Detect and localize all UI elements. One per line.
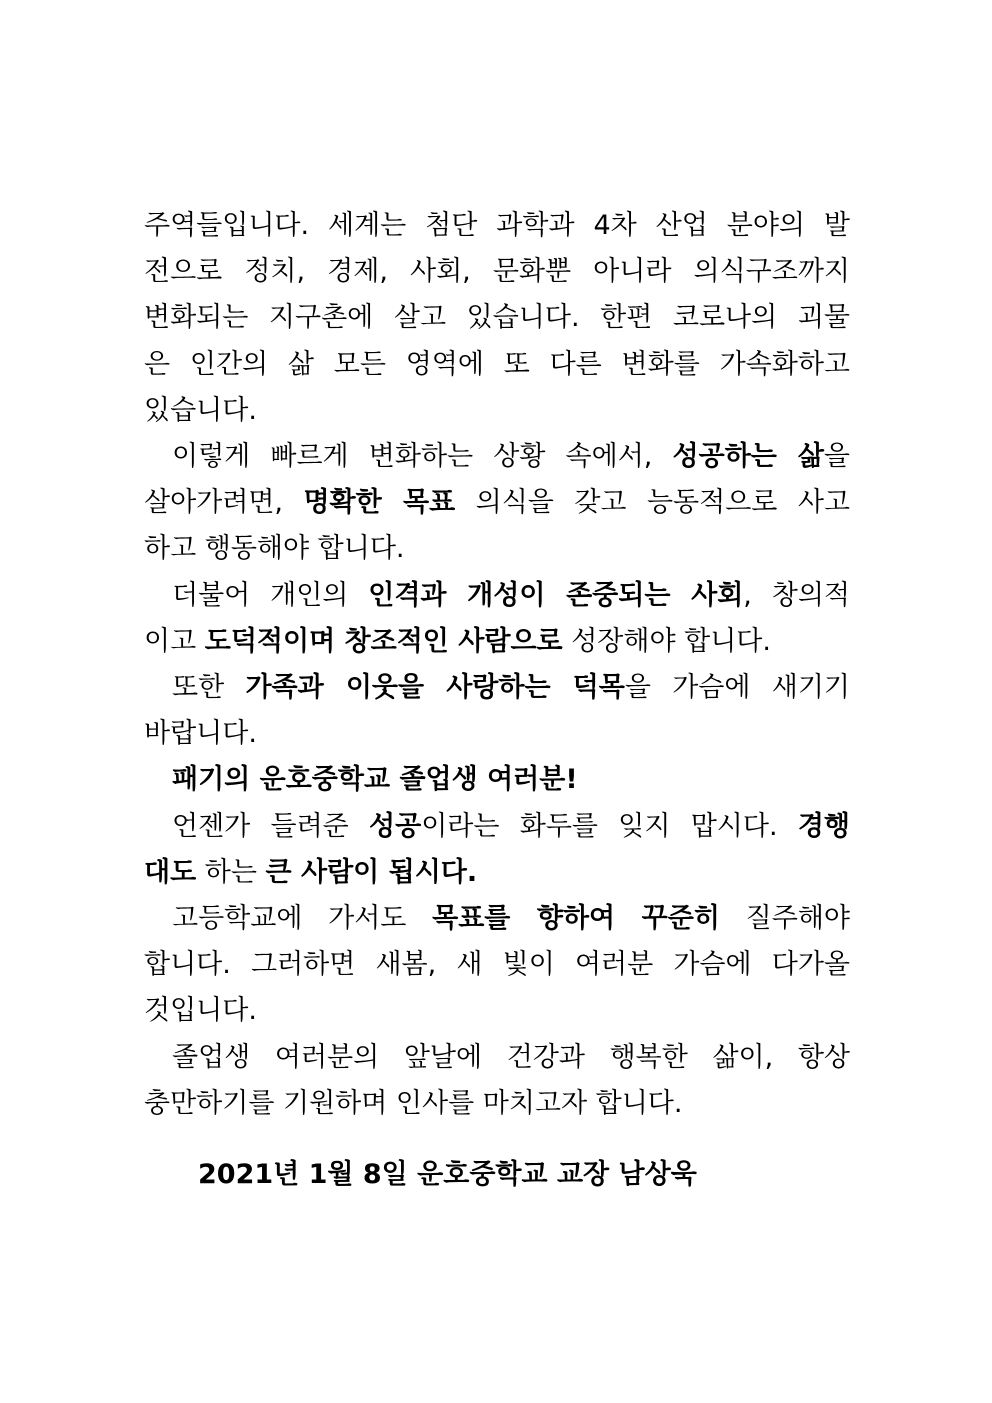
body-text: 이고 xyxy=(144,625,205,657)
body-text: 있습니다. xyxy=(144,394,257,426)
body-text: 더불어 개인의 xyxy=(172,579,369,611)
emphasis-text: 패기의 운호중학교 졸업생 여러분! xyxy=(172,764,578,796)
p8-line-1 xyxy=(144,1035,850,1081)
body-text: 고등학교에 가서도 xyxy=(172,903,433,934)
body-text: 졸업생 여러분의 앞날에 건강과 행복한 삶이, 항상 xyxy=(172,1041,850,1073)
body-text: 하는 xyxy=(196,856,266,888)
body-text: 을 가슴에 새기기 xyxy=(624,672,850,703)
body-text: 언젠가 들려준 xyxy=(172,810,370,842)
p2-line-3 xyxy=(144,526,850,572)
emphasis-text: 가족과 이웃을 사랑하는 덕목 xyxy=(245,672,625,703)
p1-line-2 xyxy=(144,249,850,295)
p6-line-1 xyxy=(144,804,850,850)
p1-line-3 xyxy=(144,295,850,341)
body-text: 또한 xyxy=(172,672,246,703)
body-text: 충만하기를 기원하며 인사를 마치고자 합니다. xyxy=(144,1087,683,1119)
p2-line-2 xyxy=(144,480,850,526)
emphasis-text: 경행 xyxy=(797,810,850,842)
body-text: 살아가려면, xyxy=(144,487,304,519)
p8-line-2 xyxy=(144,1081,850,1127)
body-text: 을 xyxy=(823,441,850,472)
body-text: 의식을 갖고 능동적으로 사고 xyxy=(455,487,851,519)
body-text: 변화되는 지구촌에 살고 있습니다. 한편 코로나의 괴물 xyxy=(144,302,850,334)
emphasis-text: 대도 xyxy=(144,856,197,888)
emphasis-text: 명확한 목표 xyxy=(303,487,456,519)
p7-line-3 xyxy=(144,988,850,1034)
p1-line-5 xyxy=(144,388,850,434)
body-text: 것입니다. xyxy=(144,995,257,1027)
emphasis-text: 큰 사람이 됩시다. xyxy=(265,856,478,888)
emphasis-text: 성공 xyxy=(369,810,422,842)
body-text: 이렇게 빠르게 변화하는 상황 속에서, xyxy=(172,441,673,472)
p5-line-1 xyxy=(144,757,850,803)
p4-line-1 xyxy=(144,665,850,711)
p6-line-2 xyxy=(144,850,850,896)
body-text: 은 인간의 삶 모든 영역에 또 다른 변화를 가속화하고 xyxy=(144,348,850,380)
body-text: 주역들입니다. 세계는 첨단 과학과 4차 산업 분야의 발 xyxy=(144,210,850,241)
body-text: 전으로 정치, 경제, 사회, 문화뿐 아니라 의식구조까지 xyxy=(144,256,850,288)
body-text: 합니다. 그러하면 새봄, 새 빛이 여러분 가슴에 다가올 xyxy=(144,949,850,981)
emphasis-text: 인격과 개성이 존중되는 사회 xyxy=(368,579,744,611)
signature-line: 2021년 1월 8일 운호중학교 교장 남상욱 xyxy=(198,1159,697,1190)
body-text: , 창의적 xyxy=(743,579,850,611)
body-text: 성장해야 합니다. xyxy=(562,625,771,657)
body-text: 이라는 화두를 잊지 맙시다. xyxy=(421,810,798,842)
p3-line-1 xyxy=(144,573,850,619)
p4-line-2 xyxy=(144,711,850,757)
body-text: 질주해야 xyxy=(719,903,850,934)
p7-line-1 xyxy=(144,896,850,942)
emphasis-text: 성공하는 삶 xyxy=(672,441,824,472)
p1-line-1 xyxy=(144,203,850,249)
emphasis-text: 목표를 향하여 꾸준히 xyxy=(432,903,720,934)
body-text: 바랍니다. xyxy=(144,718,257,750)
p2-line-1 xyxy=(144,434,850,480)
body-text: 하고 행동해야 합니다. xyxy=(144,533,405,565)
p1-line-4 xyxy=(144,342,850,388)
p3-line-2 xyxy=(144,619,850,665)
emphasis-text: 도덕적이며 창조적인 사람으로 xyxy=(204,625,563,657)
p7-line-2 xyxy=(144,942,850,988)
